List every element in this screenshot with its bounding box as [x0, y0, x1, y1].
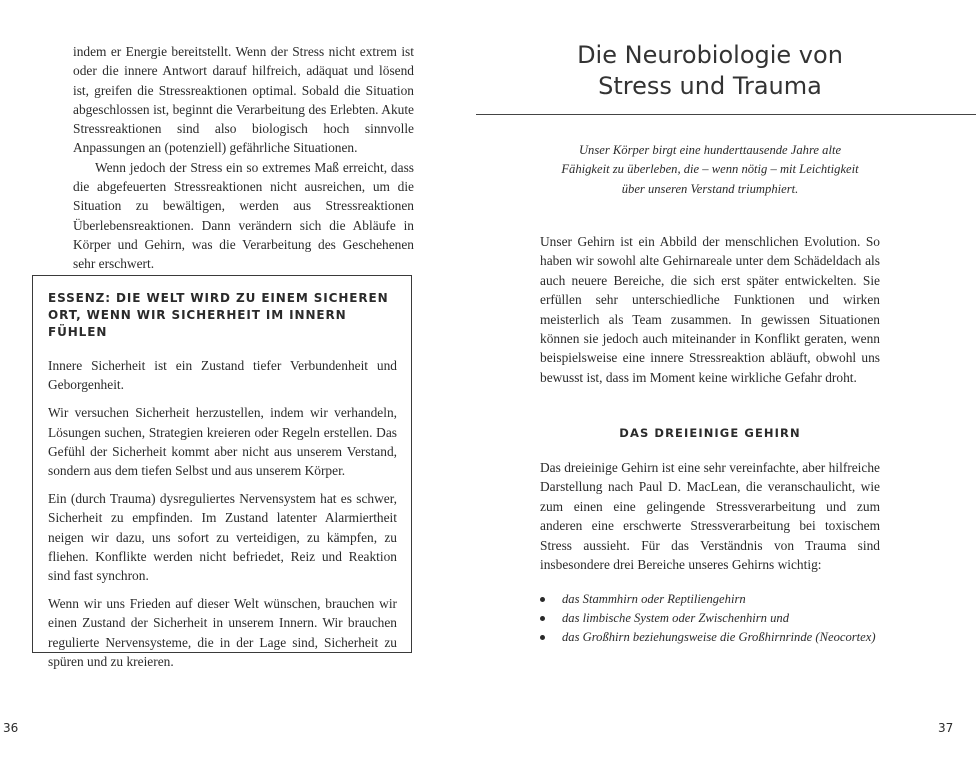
essence-paragraph-3: Ein (durch Trauma) dysreguliertes Nervensystem hat es schwer, Sicherheit zu empfinden. Im Zustand latenter Alarmiertheit neigen wir dazu, uns sofort zu verteidigen, zu kämpfen, zu fliehen. Konflikte werden nicht befriedet, Reiz und Reaktion sind fast synchron.: [48, 491, 397, 584]
essence-paragraph-1: Innere Sicherheit ist ein Zustand tiefer Verbundenheit und Geborgenheit.: [48, 358, 397, 393]
epigraph-line-3: über unseren Verstand triumphiert.: [621, 181, 799, 196]
title-divider: [476, 114, 976, 115]
list-item: [540, 628, 900, 647]
list-item: [540, 590, 900, 609]
bullet-icon: [540, 597, 545, 602]
essence-paragraph-2: Wir versuchen Sicherheit herzustellen, indem wir verhandeln, Lösungen suchen, Strategien kreieren oder Regeln erstellen. Das Gefühl der Sicherheit kommt aber nicht aus unserem Verstand, sondern aus dem tiefen Selbst und aus unserem Körper.: [48, 405, 397, 479]
left-page-text: [73, 42, 414, 274]
chapter-title: [476, 40, 944, 102]
essence-paragraph-4: Wenn wir uns Frieden auf dieser Welt wünschen, brauchen wir einen Zustand der Sicherheit in unserem Innern. Wir brauchen regulierte Nervensysteme, die in der Lage sind, Sicherheit zu spüren und zu kreieren.: [48, 596, 397, 669]
brain-areas-list: [540, 590, 900, 648]
epigraph-line-1: Unser Körper birgt eine hunderttausende Jahre alte: [578, 143, 842, 157]
list-item-text: das limbische System oder Zwischenhirn und: [562, 611, 790, 626]
page-number-right: 37: [938, 721, 954, 735]
epigraph: [540, 141, 880, 199]
essence-box: [32, 275, 412, 669]
left-paragraph-1: indem er Energie bereitstellt. Wenn der Stress nicht extrem ist oder die innere Antwort darauf hilfreich, adäquat und lösend ist, greifen die Stressreaktionen optimal. Sobald die Situation abgeschlossen ist, beginnt die Verarbeitung des Erlebten. Akute Stressreaktionen sind also biologisch hoch sinnvolle Anpassungen an (potenziell) gefährliche Situationen.: [73, 44, 414, 156]
intro-text: [540, 232, 880, 387]
intro-paragraph: Unser Gehirn ist ein Abbild der menschlichen Evolution. So haben wir sowohl alte Gehirnareale unter dem Schädeldach als auch neuere Bereiche, die sich erst später entwickelten. Sie erfüllen sehr unterschiedliche Funktionen und wirken meisterlich als Team zusammen. In gewissen Situationen können sie jedoch auch miteinander in Konflikt geraten, wenn beispielsweise eine innere Stressreaktion abläuft, obwohl uns bewusst ist, dass im Moment keine wirkliche Gefahr droht.: [540, 234, 880, 385]
section-paragraph: Das dreieinige Gehirn ist eine sehr vereinfachte, aber hilfreiche Darstellung nach Paul D. MacLean, die veranschaulicht, wie zum einen eine gelingende Stressverarbeitung und zum anderen eine erschwerte Stressverarbeitung bei toxischem Stress aussieht. Für das Verständnis von Trauma sind insbesondere drei Bereiche unseres Gehirns wichtig:: [540, 460, 880, 573]
section-text: [540, 458, 880, 574]
chapter-title-line-1: Die Neurobiologie von: [577, 41, 843, 69]
bullet-icon: [540, 616, 545, 621]
section-heading: DAS DREIEINIGE GEHIRN: [619, 426, 801, 440]
page-number-left: 36: [3, 721, 19, 735]
list-item-text: das Großhirn beziehungsweise die Großhirnrinde (Neocortex): [562, 630, 876, 645]
list-item-text: das Stammhirn oder Reptiliengehirn: [562, 592, 746, 606]
list-item: [540, 609, 900, 628]
bullet-icon: [540, 635, 545, 640]
chapter-title-line-2: Stress und Trauma: [598, 72, 822, 100]
left-paragraph-2: Wenn jedoch der Stress ein so extremes Maß erreicht, dass die abgefeuerten Stressreaktionen nicht ausreichen, um die Situation zu bewältigen, werden aus Stressreaktionen Überlebensreaktionen. Dann verändern sich die Abläufe in Körper und Gehirn, was die Verarbeitung des Geschehenen sehr erschwert.: [73, 159, 414, 272]
epigraph-line-2: Fähigkeit zu überleben, die – wenn nötig – mit Leichtigkeit: [561, 162, 859, 177]
essence-box-title: ESSENZ: DIE WELT WIRD ZU EINEM SICHEREN ORT, WENN WIR SICHERHEIT IM INNERN FÜHLEN: [48, 291, 389, 339]
